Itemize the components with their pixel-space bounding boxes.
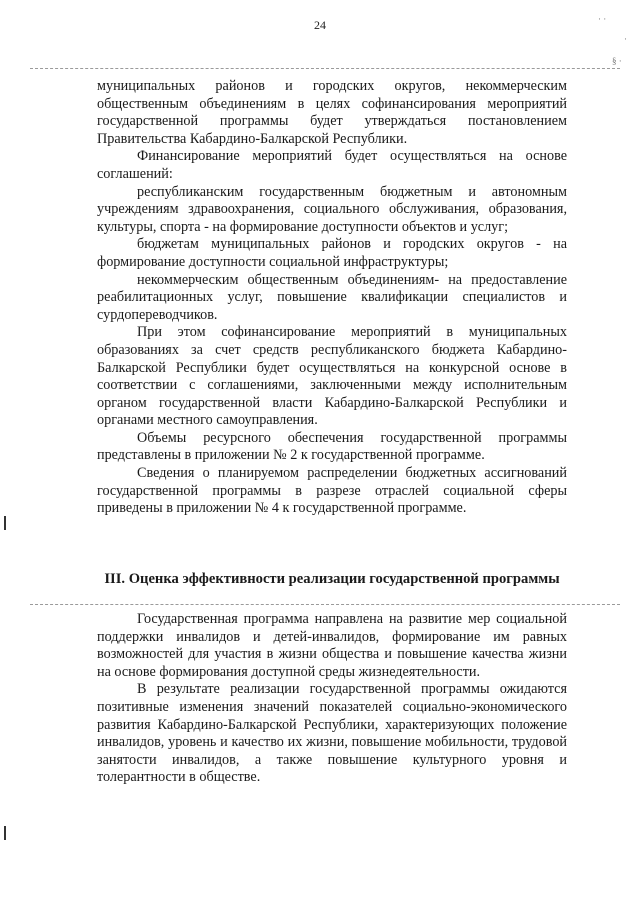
body-paragraph: При этом софинансирование мероприятий в муниципальных образованиях за счет средств республиканского бюджета Кабардино-Балкарской Республики будет осуществляться на конкурсной основе в соответствии с соглашениями, заключенными между исполнительным органом государственной власти Кабардино-Балкарской Республики и органами местного самоуправления. bbox=[97, 324, 567, 429]
scan-corner-mark: · · bbox=[598, 14, 607, 24]
section-heading: III. Оценка эффективности реализации государственной программы bbox=[104, 571, 560, 587]
section-paragraph: Государственная программа направлена на развитие мер социальной поддержки инвалидов и детей-инвалидов, формирование им равных возможностей для участия в жизни общества и повышение качества жизни на основе формирования доступной среды жизнедеятельности. bbox=[97, 611, 567, 680]
body-paragraph: Финансирование мероприятий будет осуществляться на основе соглашений: bbox=[97, 148, 567, 182]
body-paragraph: Сведения о планируемом распределении бюджетных ассигнований государственной программы в разрезе отраслей социальной сферы приведены в приложении № 4 к государственной программе. bbox=[97, 465, 567, 517]
body-paragraph: некоммерческим общественным объединениям- на предоставление реабилитационных услуг, повышение квалификации специалистов и сурдопереводчиков. bbox=[97, 271, 567, 323]
scan-margin-mark bbox=[4, 516, 6, 530]
body-text bbox=[97, 78, 567, 518]
scan-artifact-line bbox=[30, 68, 620, 69]
section-paragraph: В результате реализации государственной программы ожидаются позитивные изменения значений показателей социально-экономического развития Кабардино-Балкарской Республики, характеризующих положение инвалидов, уровень и качество их жизни, повышение мобильности, трудовой занятости инвалидов, а также повышение культурного уровня и толерантности в обществе. bbox=[97, 681, 567, 786]
scan-corner-mark: § · bbox=[612, 56, 622, 66]
section-text bbox=[97, 611, 567, 787]
body-paragraph: Объемы ресурсного обеспечения государственной программы представлены в приложении № 2 к государственной программе. bbox=[97, 429, 567, 464]
scan-corner-mark: · bbox=[624, 34, 627, 44]
scan-artifact-line bbox=[30, 604, 620, 605]
page-number: 24 bbox=[314, 18, 326, 32]
body-paragraph: республиканским государственным бюджетным и автономным учреждениям здравоохранения, социального обслуживания, образования, культуры, спорта - на формирование доступности объектов и услуг; bbox=[97, 183, 567, 235]
body-paragraph: муниципальных районов и городских округов, некоммерческим общественным объединениям в целях софинансирования мероприятий государственной программы будет утверждаться постановлением Правительства Кабардино-Балкарской Республики. bbox=[97, 78, 567, 147]
body-paragraph: бюджетам муниципальных районов и городских округов - на формирование доступности социальной инфраструктуры; bbox=[97, 236, 567, 270]
scan-margin-mark bbox=[4, 826, 6, 840]
